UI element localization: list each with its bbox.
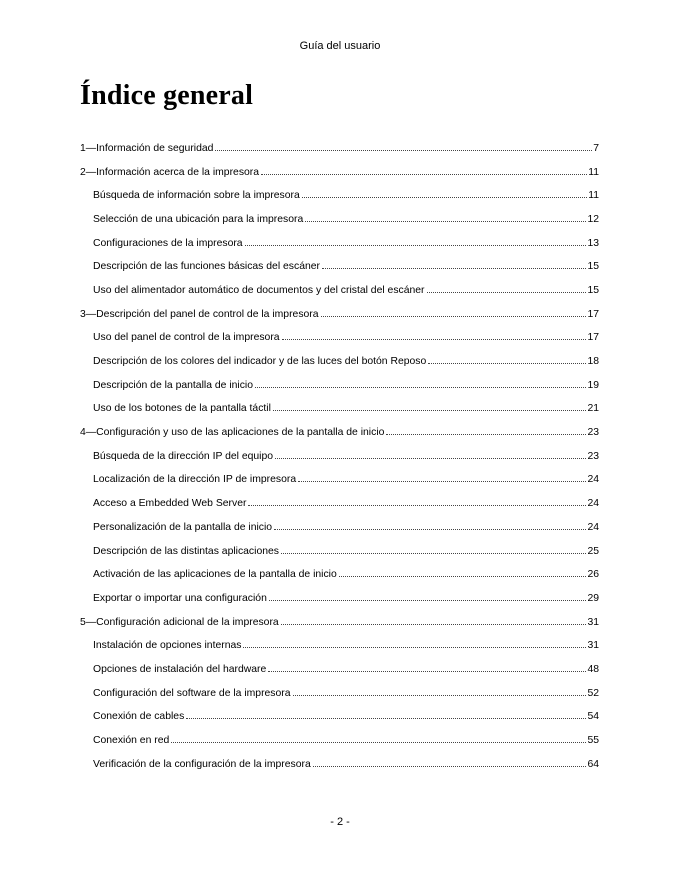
toc-entry-label: Localización de la dirección IP de impresora: [93, 474, 297, 486]
toc-dot-leader: [274, 520, 586, 530]
running-header: Guía del usuario: [299, 40, 381, 52]
toc-entry-page: 52: [587, 687, 599, 699]
toc-entry-label: Búsqueda de la dirección IP del equipo: [93, 450, 274, 462]
toc-subentry[interactable]: [80, 686, 599, 710]
toc-entry-label: Descripción de los colores del indicador y de las luces del botón Reposo: [93, 356, 427, 368]
toc-entry-label: Búsqueda de información sobre la impresora: [93, 190, 300, 202]
toc-entry-label: Conexión en red: [93, 735, 170, 747]
toc-dot-leader: [171, 733, 586, 743]
toc-entry-label: Configuraciones de la impresora: [93, 237, 243, 249]
toc-dot-leader: [186, 710, 586, 720]
toc-entry-page: 7: [593, 142, 599, 154]
toc-dot-leader: [293, 686, 587, 696]
toc-entry-label: Opciones de instalación del hardware: [93, 663, 267, 675]
toc-entry-page: 12: [587, 213, 599, 225]
toc-chapter-entry[interactable]: [80, 141, 599, 165]
toc-dot-leader: [302, 188, 587, 198]
toc-subentry[interactable]: [80, 283, 599, 307]
toc-entry-label: 2—Información acerca de la impresora: [80, 166, 260, 178]
toc-subentry[interactable]: [80, 402, 599, 426]
toc-subentry[interactable]: [80, 710, 599, 734]
toc-entry-page: 23: [587, 450, 599, 462]
toc-chapter-entry[interactable]: [80, 165, 599, 189]
toc-subentry[interactable]: [80, 567, 599, 591]
toc-dot-leader: [268, 662, 586, 672]
toc-dot-leader: [281, 544, 586, 554]
toc-entry-label: Uso del panel de control de la impresora: [93, 332, 280, 344]
toc-entry-page: 23: [587, 427, 599, 439]
page-number: - 2 -: [330, 816, 350, 828]
toc-entry-label: 1—Información de seguridad: [80, 142, 214, 154]
toc-chapter-entry[interactable]: [80, 615, 599, 639]
toc-entry-page: 18: [587, 356, 599, 368]
toc-subentry[interactable]: [80, 496, 599, 520]
toc-entry-label: Instalación de opciones internas: [93, 640, 242, 652]
toc-entry-label: Personalización de la pantalla de inicio: [93, 521, 273, 533]
toc-entry-page: 11: [588, 166, 599, 178]
toc-entry-page: 17: [587, 308, 599, 320]
toc-dot-leader: [255, 378, 586, 388]
toc-entry-page: 48: [587, 663, 599, 675]
toc-chapter-entry[interactable]: [80, 425, 599, 449]
toc-entry-page: 26: [587, 569, 599, 581]
toc-subentry[interactable]: [80, 354, 599, 378]
toc-entry-page: 15: [587, 261, 599, 273]
toc-entry-label: Acceso a Embedded Web Server: [93, 498, 247, 510]
toc-dot-leader: [282, 331, 587, 341]
toc-entry-label: 4—Configuración y uso de las aplicaciones de la pantalla de inicio: [80, 427, 385, 439]
toc-dot-leader: [298, 473, 586, 483]
toc-dot-leader: [386, 425, 586, 435]
toc-entry-label: Descripción de las distintas aplicaciones: [93, 545, 279, 557]
toc-entry-page: 24: [587, 474, 599, 486]
toc-entry-page: 17: [587, 332, 599, 344]
toc-entry-page: 21: [587, 403, 599, 415]
toc-entry-label: Uso de los botones de la pantalla táctil: [93, 403, 271, 415]
toc-dot-leader: [428, 354, 586, 364]
toc-entry-page: 55: [587, 735, 599, 747]
toc-subentry[interactable]: [80, 733, 599, 757]
toc-dot-leader: [261, 165, 587, 175]
toc-dot-leader: [269, 591, 587, 601]
toc-entry-page: 15: [587, 284, 599, 296]
toc-subentry[interactable]: [80, 236, 599, 260]
toc-entry-page: 25: [587, 545, 599, 557]
toc-dot-leader: [273, 402, 587, 412]
toc-entry-label: Exportar o importar una configuración: [93, 592, 267, 604]
toc-entry-label: Verificación de la configuración de la impresora: [93, 758, 311, 770]
toc-dot-leader: [275, 449, 586, 459]
toc-dot-leader: [305, 212, 586, 222]
toc-dot-leader: [248, 496, 586, 506]
toc-dot-leader: [321, 307, 587, 317]
toc-chapter-entry[interactable]: [80, 307, 599, 331]
toc-entry-label: Activación de las aplicaciones de la pantalla de inicio: [93, 569, 337, 581]
toc-entry-page: 19: [587, 379, 599, 391]
toc-subentry[interactable]: [80, 473, 599, 497]
toc-subentry[interactable]: [80, 544, 599, 568]
toc-subentry[interactable]: [80, 638, 599, 662]
toc-dot-leader: [245, 236, 587, 246]
toc-subentry[interactable]: [80, 757, 599, 781]
toc-entry-page: 64: [587, 758, 599, 770]
toc-dot-leader: [281, 615, 587, 625]
toc-subentry[interactable]: [80, 662, 599, 686]
toc-subentry[interactable]: [80, 591, 599, 615]
toc-entry-page: 31: [587, 640, 599, 652]
toc-subentry[interactable]: [80, 449, 599, 473]
toc-entry-label: Descripción de la pantalla de inicio: [93, 379, 253, 391]
toc-entry-label: Uso del alimentador automático de documentos y del cristal del escáner: [93, 284, 425, 296]
toc-subentry[interactable]: [80, 378, 599, 402]
toc-subentry[interactable]: [80, 331, 599, 355]
toc-subentry[interactable]: [80, 520, 599, 544]
toc-entry-page: 24: [587, 521, 599, 533]
table-of-contents: [80, 141, 599, 781]
toc-entry-label: Descripción de las funciones básicas del escáner: [93, 261, 320, 273]
toc-dot-leader: [339, 567, 587, 577]
toc-subentry[interactable]: [80, 259, 599, 283]
toc-dot-leader: [215, 141, 592, 151]
toc-entry-label: Configuración del software de la impresora: [93, 687, 291, 699]
toc-entry-page: 31: [587, 616, 599, 628]
toc-entry-label: 3—Descripción del panel de control de la impresora: [80, 308, 319, 320]
toc-subentry[interactable]: [80, 188, 599, 212]
toc-entry-label: Selección de una ubicación para la impresora: [93, 213, 304, 225]
toc-entry-label: Conexión de cables: [93, 711, 185, 723]
toc-entry-label: 5—Configuración adicional de la impresora: [80, 616, 279, 628]
toc-dot-leader: [243, 638, 586, 648]
toc-subentry[interactable]: [80, 212, 599, 236]
toc-dot-leader: [313, 757, 587, 767]
toc-entry-page: 24: [587, 498, 599, 510]
toc-dot-leader: [322, 259, 586, 269]
toc-entry-page: 29: [587, 592, 599, 604]
toc-dot-leader: [427, 283, 587, 293]
toc-entry-page: 11: [588, 190, 599, 202]
page-title: Índice general: [80, 80, 254, 111]
toc-entry-page: 54: [587, 711, 599, 723]
toc-entry-page: 13: [587, 237, 599, 249]
